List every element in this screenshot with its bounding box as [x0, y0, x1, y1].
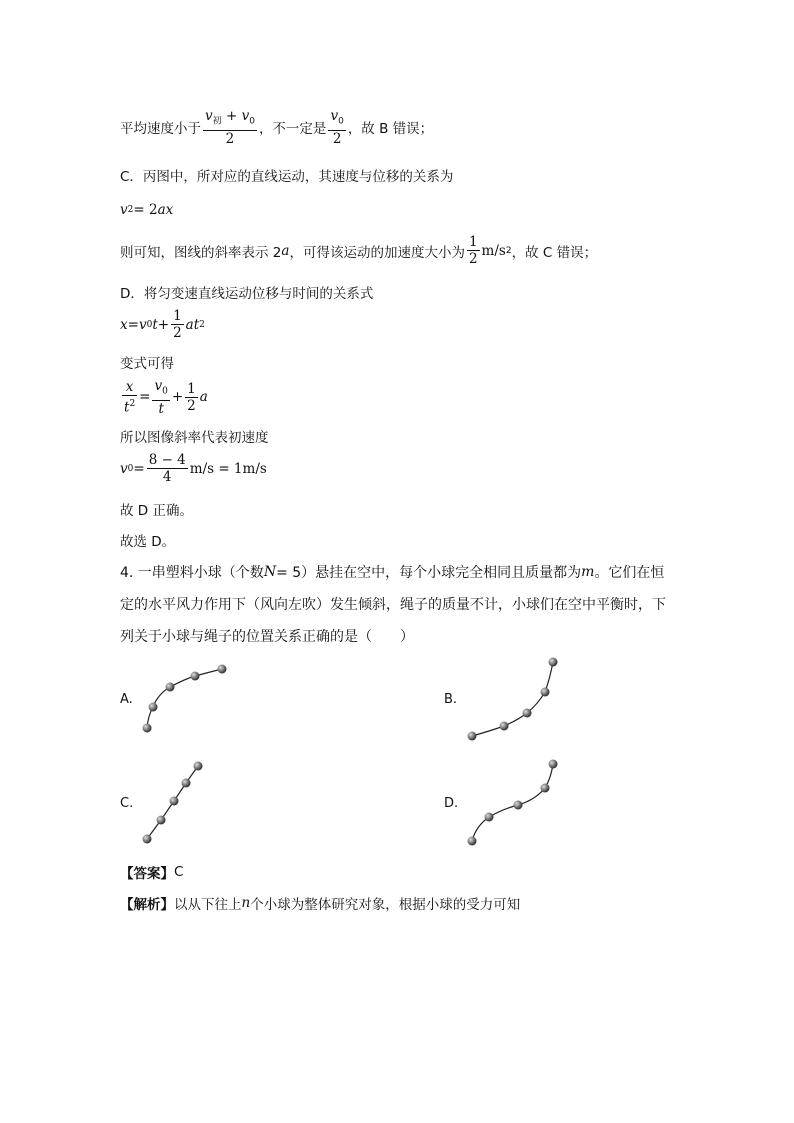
fraction: [122, 379, 137, 416]
option-c-label[interactable]: C.: [120, 796, 134, 811]
text: 故选 D。: [120, 534, 176, 550]
var: a: [281, 242, 290, 259]
sub: 0: [127, 463, 134, 474]
text: C．丙图中，所对应的直线运动，其速度与位移的关系为: [120, 169, 454, 185]
answer-value: C: [174, 864, 184, 880]
text: m/s = 1m/s: [189, 460, 267, 477]
var: t: [124, 399, 130, 416]
answer-tag: 【答案】: [120, 866, 174, 882]
option-a-chain: [143, 665, 227, 733]
ball: [191, 672, 200, 681]
var: a: [157, 202, 166, 218]
ball: [170, 797, 179, 806]
text-line-4: [120, 234, 597, 267]
numerator: [152, 378, 169, 400]
option-b-label[interactable]: B.: [444, 692, 458, 707]
op: =: [139, 389, 151, 406]
analysis-tag: 【解析】: [120, 897, 174, 913]
var: v: [154, 378, 163, 394]
option-d-label[interactable]: D.: [444, 796, 459, 811]
sub: 0: [249, 116, 255, 127]
fraction: [203, 108, 257, 147]
denominator: [122, 396, 137, 416]
text-line-2: [120, 165, 453, 185]
denominator: 2: [332, 130, 342, 147]
denominator: 4: [162, 469, 172, 485]
answer-line: [120, 862, 183, 882]
text: 4. 一串塑料小球（个数: [120, 565, 264, 581]
ball: [194, 762, 203, 771]
sup: 2: [127, 205, 134, 215]
ball: [468, 837, 477, 846]
fraction: [171, 308, 184, 341]
numerator: 8 − 4: [148, 452, 186, 468]
ball: [218, 665, 227, 674]
text-line-5: [120, 282, 373, 302]
numerator: 1: [468, 234, 478, 250]
var: t: [152, 316, 158, 333]
question-4-line-1: [120, 562, 664, 582]
text: D．将匀变速直线运动位移与时间的关系式: [120, 286, 374, 302]
var: v: [330, 108, 339, 124]
text: ，可得该运动的加速度大小为: [289, 244, 465, 261]
numerator: [203, 108, 257, 130]
text: 列关于小球与绳子的位置关系正确的是（ ）: [120, 629, 414, 645]
text-line-7: [120, 352, 174, 372]
numerator: 1: [173, 308, 182, 324]
ball: [541, 784, 550, 793]
numerator: x: [125, 379, 134, 396]
text-line-1: [120, 108, 433, 147]
ball: [514, 801, 523, 810]
op: +: [157, 316, 170, 333]
var: a: [185, 316, 194, 333]
ball: [485, 813, 494, 822]
text: 所以图像斜率代表初速度: [120, 430, 269, 446]
equation-line-10: [120, 452, 267, 485]
option-b-chain: [468, 658, 558, 741]
sub: 0: [338, 116, 344, 127]
var: n: [241, 895, 251, 911]
var: t: [193, 316, 200, 333]
text: ，故 B 错误；: [347, 121, 434, 138]
fraction: [152, 378, 169, 417]
denominator: 2: [225, 130, 235, 147]
text: ，不一定是: [258, 121, 327, 138]
text: 以从下往上: [174, 897, 242, 913]
unit: m/s: [481, 242, 506, 259]
var: N: [263, 564, 277, 580]
var: m: [581, 564, 595, 580]
equation-line-8: [120, 378, 208, 417]
option-a-label[interactable]: A.: [120, 692, 133, 707]
op: +: [225, 108, 238, 124]
var: v: [120, 460, 128, 477]
text-line-9: [120, 426, 269, 446]
fraction: [328, 108, 345, 147]
text: ，故 C 错误；: [511, 244, 598, 261]
ball: [541, 688, 550, 697]
sup: 2: [129, 399, 136, 410]
question-4-line-3: [120, 626, 414, 646]
equation-line-6: [120, 308, 205, 341]
text: 故 D 正确。: [120, 503, 193, 519]
ball: [523, 709, 532, 718]
sub: 0: [146, 319, 153, 330]
var: x: [165, 202, 174, 218]
sub: 0: [162, 386, 168, 397]
option-d-chain: [468, 760, 558, 846]
var: x: [120, 316, 128, 333]
analysis-line: [120, 893, 520, 913]
ball: [182, 779, 191, 788]
ball: [468, 732, 477, 741]
op: = 2: [133, 202, 158, 218]
denominator: 2: [187, 397, 196, 414]
denominator: 2: [468, 251, 478, 267]
ball: [500, 722, 509, 731]
fraction: [147, 452, 188, 485]
ball: [549, 658, 558, 667]
var: v: [241, 108, 250, 124]
ball: [549, 760, 558, 769]
text-line-11: [120, 499, 193, 519]
text: 则可知，图线的斜率表示 2: [120, 244, 282, 261]
ball: [157, 816, 166, 825]
text: = 5）悬挂在空中，每个小球完全相同且质量都为: [276, 565, 582, 581]
sup: 2: [505, 245, 512, 256]
var: v: [138, 316, 147, 333]
option-c-chain: [143, 762, 203, 844]
op: +: [171, 389, 184, 406]
ball: [143, 835, 152, 844]
text: 个小球为整体研究对象，根据小球的受力可知: [250, 897, 521, 913]
ball: [149, 703, 158, 712]
numerator: 1: [187, 380, 196, 397]
ball: [143, 724, 152, 733]
equation-line-3: [120, 202, 173, 218]
denominator: 2: [173, 325, 182, 341]
sub: 初: [212, 116, 222, 127]
sup: 2: [199, 319, 205, 330]
fraction: [467, 234, 480, 267]
var: a: [199, 389, 208, 406]
text: 平均速度小于: [120, 121, 201, 138]
numerator: [328, 108, 345, 130]
op: =: [127, 316, 139, 333]
text: 定的水平风力作用下（风向左吹）发生倾斜，绳子的质量不计，小球们在空中平衡时，下: [120, 597, 666, 613]
denominator: t: [158, 400, 164, 417]
question-4-line-2: [120, 594, 666, 614]
fraction: [185, 381, 198, 414]
ball: [166, 683, 175, 692]
var: v: [120, 202, 128, 218]
op: =: [133, 460, 145, 477]
var: v: [205, 108, 213, 124]
text: 。它们在恒: [594, 565, 665, 581]
text-line-12: [120, 530, 175, 550]
text: 变式可得: [120, 356, 174, 372]
